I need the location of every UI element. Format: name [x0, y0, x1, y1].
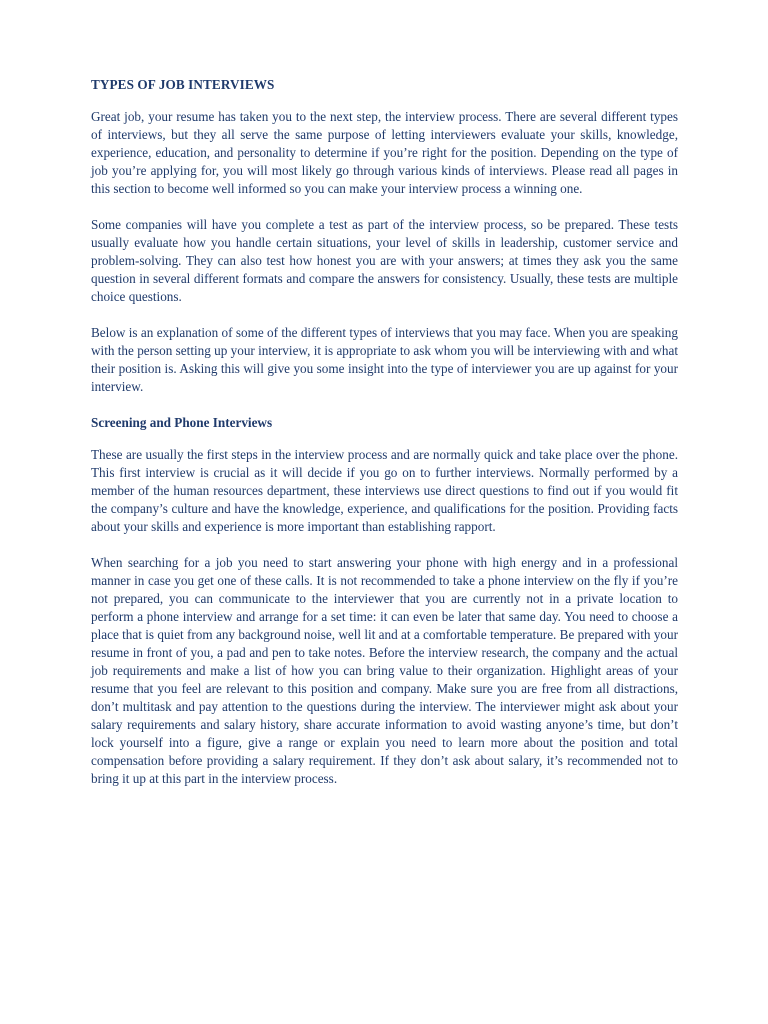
phone-interview-paragraph: When searching for a job you need to start answering your phone with high energy and in a professional manner in case you get one of these calls. It is not recommended to take a phone interview on the fly if you’re not prepared, you can communicate to the interviewer that you are currently not in a private location to perform a phone interview and arrange for a set time: it can even be later that same day. You need to choose a place that is quiet from any background noise, well lit and at a comfortable temperature. Be prepared with your resume in front of you, a pad and pen to take notes. Before the interview research, the company and the actual job requirements and make a list of how you can bring value to their organization. Highlight areas of your resume that you feel are relevant to this position and company. Make sure you are free from all distractions, don’t multitask and pay attention to the questions during the interview. The interviewer might ask about your salary requirements and salary history, share accurate information to avoid wasting anyone’s time, but don’t lock yourself into a figure, give a range or explain you need to learn more about the position and total compensation before providing a salary requirement. If they don’t ask about salary, it’s recommended not to bring it up at this part in the interview process. [91, 555, 678, 786]
intro-paragraph: Great job, your resume has taken you to the next step, the interview process. There are several different types of interviews, but they all serve the same purpose of letting interviewers evaluate your skills, knowledge, experience, education, and personality to determine if you’re right for the position. Depending on the type of job you’re applying for, you will most likely go through various kinds of interviews. Please read all pages in this section to become well informed so you can make your interview process a winning one. [91, 109, 678, 196]
section-heading: Screening and Phone Interviews [91, 415, 273, 430]
document-title: TYPES OF JOB INTERVIEWS [91, 77, 275, 92]
screening-paragraph: These are usually the first steps in the interview process and are normally quick and take place over the phone. This first interview is crucial as it will decide if you go on to further interviews. Normally performed by a member of the human resources department, these interviews use direct questions to find out if you would fit the company’s culture and have the knowledge, experience, and qualifications for the position. Providing facts about your skills and experience is more important than establishing rapport. [91, 447, 678, 534]
tests-paragraph: Some companies will have you complete a test as part of the interview process, so be prepared. These tests usually evaluate how you handle certain situations, your level of skills in leadership, customer service and problem-solving. They can also test how honest you are with your answers; at times they ask you the same question in several different formats and compare the answers for consistency. Usually, these tests are multiple choice questions. [91, 217, 678, 304]
interview-types-paragraph: Below is an explanation of some of the different types of interviews that you may face. When you are speaking with the person setting up your interview, it is appropriate to ask whom you will be interviewing with and what their position is. Asking this will give you some insight into the type of interviewer you are up against for your interview. [91, 325, 678, 394]
document-page [91, 76, 678, 806]
